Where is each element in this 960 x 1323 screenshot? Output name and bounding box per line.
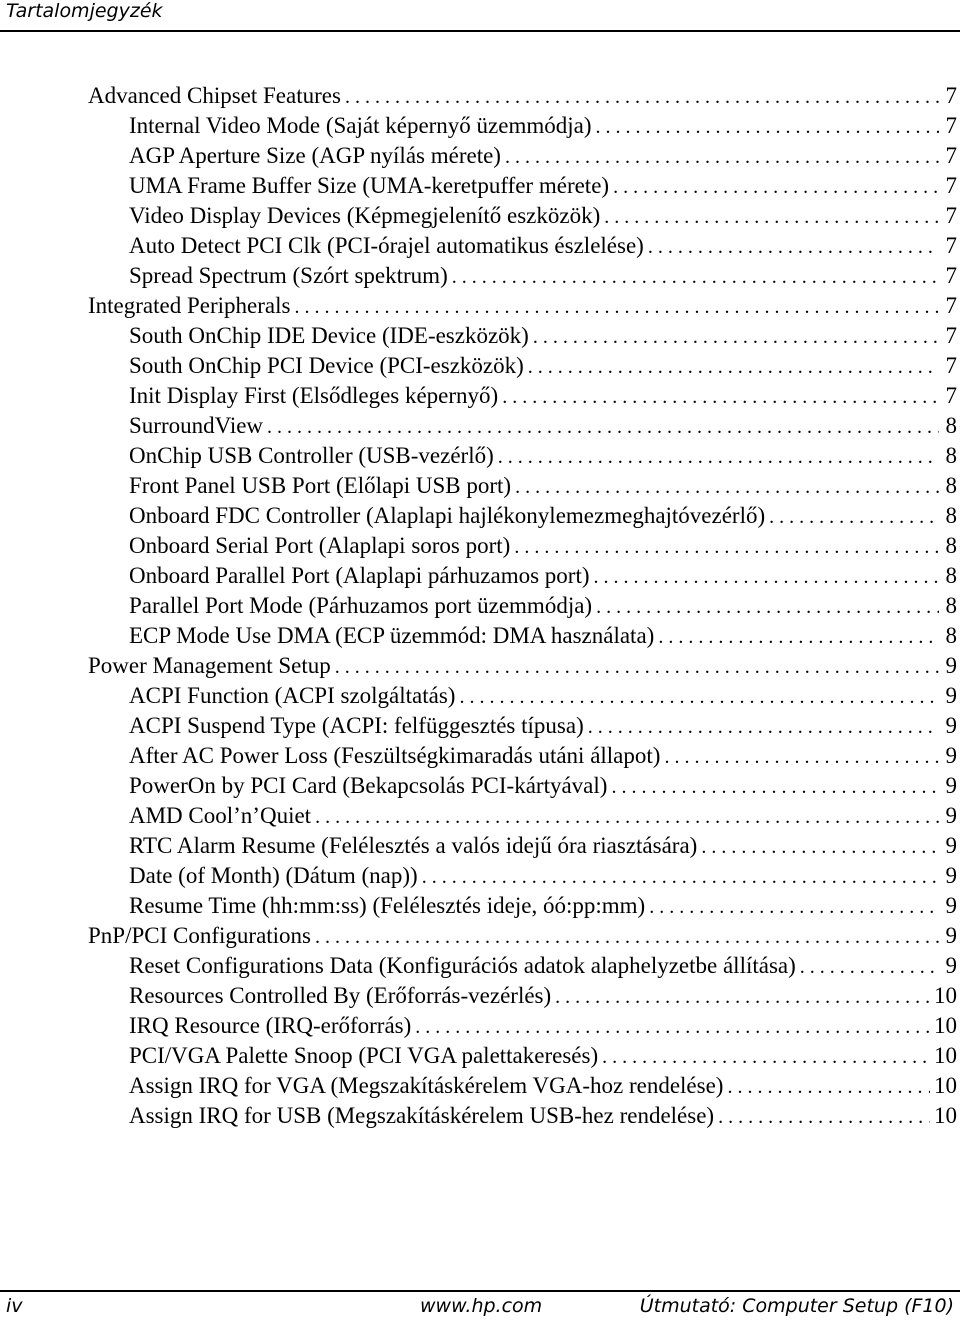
- toc-entry-label: Onboard Serial Port (Alaplapi soros port): [129, 533, 511, 558]
- dot-leader: [415, 1012, 930, 1042]
- toc-entry[interactable]: [129, 141, 957, 171]
- toc-entry-label: Assign IRQ for VGA (Megszakításkérelem VGA-hoz rendelése): [129, 1073, 724, 1098]
- toc-entry[interactable]: [129, 771, 957, 801]
- toc-entry-label: Onboard Parallel Port (Alaplapi párhuzamos port): [129, 563, 590, 588]
- toc-entry-page: 8: [945, 443, 957, 468]
- toc-entry-label: PowerOn by PCI Card (Bekapcsolás PCI-kártyával): [129, 773, 608, 798]
- dot-leader: [498, 442, 939, 472]
- dot-leader: [505, 142, 939, 172]
- toc-entry-label: ACPI Function (ACPI szolgáltatás): [129, 683, 456, 708]
- toc-entry-page: 7: [945, 323, 957, 348]
- toc-entry-page: 7: [945, 173, 957, 198]
- toc-entry[interactable]: [129, 681, 957, 711]
- dot-leader: [648, 232, 939, 262]
- dot-leader: [588, 712, 939, 742]
- toc-entry-page: 7: [945, 83, 957, 108]
- toc-entry-label: Reset Configurations Data (Konfigurációs adatok alaphelyzetbe állítása): [129, 953, 796, 978]
- toc-entry-label: Video Display Devices (Képmegjelenítő eszközök): [129, 203, 601, 228]
- footer-page-number: iv: [6, 1295, 23, 1317]
- toc-entry[interactable]: [129, 111, 957, 141]
- dot-leader: [596, 592, 939, 622]
- toc-entry[interactable]: [129, 621, 957, 651]
- toc-entry[interactable]: [129, 861, 957, 891]
- toc-entry-page: 8: [945, 503, 957, 528]
- running-header: [6, 0, 163, 22]
- toc-entry[interactable]: [129, 471, 957, 501]
- toc-entry[interactable]: [129, 351, 957, 381]
- toc-entry[interactable]: [129, 171, 957, 201]
- dot-leader: [596, 112, 939, 142]
- toc-entry-label: Resources Controlled By (Erőforrás-vezérlés): [129, 983, 552, 1008]
- toc-entry-page: 9: [945, 923, 957, 948]
- toc-entry[interactable]: [129, 981, 957, 1011]
- toc-entry-label: ACPI Suspend Type (ACPI: felfüggesztés típusa): [129, 713, 584, 738]
- toc-entry[interactable]: [129, 891, 957, 921]
- dot-leader: [658, 622, 939, 652]
- toc-entry-label: Init Display First (Elsődleges képernyő): [129, 383, 499, 408]
- dot-leader: [727, 1072, 930, 1102]
- toc-entry-label: Auto Detect PCI Clk (PCI-órajel automatikus észlelése): [129, 233, 644, 258]
- toc-entry-page: 8: [945, 413, 957, 438]
- dot-leader: [602, 1042, 930, 1072]
- toc-entry-label: AGP Aperture Size (AGP nyílás mérete): [129, 143, 501, 168]
- toc-entry[interactable]: [129, 831, 957, 861]
- toc-entry-page: 8: [945, 593, 957, 618]
- toc-entry[interactable]: [129, 591, 957, 621]
- dot-leader: [514, 532, 939, 562]
- toc-entry-page: 9: [945, 833, 957, 858]
- toc-entry[interactable]: [129, 261, 957, 291]
- toc-entry[interactable]: [88, 651, 957, 681]
- footer-book-title: Útmutató: Computer Setup (F10): [639, 1295, 954, 1317]
- toc-entry[interactable]: [88, 291, 957, 321]
- toc-entry-page: 7: [945, 113, 957, 138]
- dot-leader: [267, 412, 939, 442]
- toc-entry-label: Onboard FDC Controller (Alaplapi hajlékonylemezmeghajtóvezérlő): [129, 503, 766, 528]
- toc-entry[interactable]: [129, 231, 957, 261]
- dot-leader: [335, 652, 939, 682]
- toc-entry[interactable]: [129, 951, 957, 981]
- toc-entry-page: 10: [934, 983, 957, 1008]
- toc-entry-page: 9: [945, 653, 957, 678]
- toc-entry-page: 9: [945, 803, 957, 828]
- dot-leader: [294, 292, 939, 322]
- toc-entry-label: Integrated Peripherals: [88, 293, 291, 318]
- toc-entry-page: 9: [945, 683, 957, 708]
- toc-entry-label: Front Panel USB Port (Előlapi USB port): [129, 473, 512, 498]
- toc-entry-label: After AC Power Loss (Feszültségkimaradás utáni állapot): [129, 743, 661, 768]
- header-rule: [0, 30, 960, 32]
- dot-leader: [345, 82, 939, 112]
- dot-leader: [555, 982, 930, 1012]
- dot-leader: [528, 352, 939, 382]
- toc-entry-page: 9: [945, 743, 957, 768]
- toc-entry-page: 7: [945, 293, 957, 318]
- toc-entry[interactable]: [129, 441, 957, 471]
- toc-entry-page: 8: [945, 533, 957, 558]
- toc-entry[interactable]: [129, 741, 957, 771]
- toc-entry-label: Power Management Setup: [88, 653, 331, 678]
- toc-entry-label: OnChip USB Controller (USB-vezérlő): [129, 443, 494, 468]
- dot-leader: [613, 172, 939, 202]
- toc-entry-label: AMD Cool’n’Quiet: [129, 803, 312, 828]
- dot-leader: [594, 562, 939, 592]
- dot-leader: [315, 802, 939, 832]
- toc-entry[interactable]: [129, 381, 957, 411]
- dot-leader: [701, 832, 939, 862]
- toc-entry-label: ECP Mode Use DMA (ECP üzemmód: DMA használata): [129, 623, 655, 648]
- dot-leader: [459, 682, 939, 712]
- toc-entry-page: 8: [945, 473, 957, 498]
- toc-entry-page: 9: [945, 713, 957, 738]
- toc-entry-page: 10: [934, 1073, 957, 1098]
- footer-rule: [0, 1290, 960, 1292]
- toc-entry[interactable]: [88, 81, 957, 111]
- toc-entry-page: 7: [945, 383, 957, 408]
- toc-entry-page: 7: [945, 233, 957, 258]
- toc-entry[interactable]: [129, 1011, 957, 1041]
- dot-leader: [718, 1102, 930, 1132]
- toc-entry-label: UMA Frame Buffer Size (UMA-keretpuffer mérete): [129, 173, 610, 198]
- toc-entry-page: 9: [945, 893, 957, 918]
- footer-url: www.hp.com: [420, 1295, 543, 1317]
- toc-entry[interactable]: [129, 531, 957, 561]
- toc-entry[interactable]: [129, 1071, 957, 1101]
- toc-entry-page: 10: [934, 1103, 957, 1128]
- toc-entry[interactable]: [129, 501, 957, 531]
- toc-entry[interactable]: [129, 1041, 957, 1071]
- dot-leader: [604, 202, 939, 232]
- dot-leader: [649, 892, 939, 922]
- toc-entry-page: 7: [945, 353, 957, 378]
- toc-entry-page: 9: [945, 953, 957, 978]
- toc-entry-page: 8: [945, 563, 957, 588]
- header-title: Tartalomjegyzék: [6, 0, 163, 22]
- dot-leader: [422, 862, 939, 892]
- dot-leader: [315, 922, 939, 952]
- toc-entry-label: PnP/PCI Configurations: [88, 923, 312, 948]
- toc-entry-page: 7: [945, 143, 957, 168]
- dot-leader: [452, 262, 939, 292]
- toc-entry-page: 10: [934, 1013, 957, 1038]
- toc-entry-label: SurroundView: [129, 413, 264, 438]
- toc-entry-label: IRQ Resource (IRQ-erőforrás): [129, 1013, 412, 1038]
- dot-leader: [502, 382, 939, 412]
- toc-entry[interactable]: [129, 1101, 957, 1131]
- toc-entry-page: 9: [945, 863, 957, 888]
- toc-entry-label: Advanced Chipset Features: [88, 83, 341, 108]
- toc-entry[interactable]: [129, 801, 957, 831]
- toc-entry-label: South OnChip PCI Device (PCI-eszközök): [129, 353, 524, 378]
- toc-entry-label: RTC Alarm Resume (Felélesztés a valós idejű óra riasztására): [129, 833, 698, 858]
- toc-entry-page: 7: [945, 263, 957, 288]
- toc-entry-label: Assign IRQ for USB (Megszakításkérelem USB-hez rendelése): [129, 1103, 715, 1128]
- toc-entry-label: Resume Time (hh:mm:ss) (Felélesztés ideje, óó:pp:mm): [129, 893, 646, 918]
- dot-leader: [533, 322, 939, 352]
- toc-entry-page: 10: [934, 1043, 957, 1068]
- toc-entry[interactable]: [129, 561, 957, 591]
- toc-entry[interactable]: [88, 921, 957, 951]
- toc-entry[interactable]: [129, 321, 957, 351]
- toc-entry-label: Spread Spectrum (Szórt spektrum): [129, 263, 448, 288]
- toc-entry[interactable]: [129, 201, 957, 231]
- dot-leader: [611, 772, 939, 802]
- toc-entry-page: 7: [945, 203, 957, 228]
- dot-leader: [515, 472, 939, 502]
- toc-entry-label: Internal Video Mode (Saját képernyő üzemmódja): [129, 113, 592, 138]
- dot-leader: [664, 742, 939, 772]
- toc-entry-page: 9: [945, 773, 957, 798]
- toc-entry[interactable]: [129, 411, 957, 441]
- dot-leader: [800, 952, 939, 982]
- toc-entry-page: 8: [945, 623, 957, 648]
- toc-entry-label: PCI/VGA Palette Snoop (PCI VGA palettakeresés): [129, 1043, 599, 1068]
- toc-entry-label: Date (of Month) (Dátum (nap)): [129, 863, 418, 888]
- dot-leader: [769, 502, 939, 532]
- toc-entry-label: Parallel Port Mode (Párhuzamos port üzemmódja): [129, 593, 593, 618]
- toc-entry[interactable]: [129, 711, 957, 741]
- toc-entry-label: South OnChip IDE Device (IDE-eszközök): [129, 323, 529, 348]
